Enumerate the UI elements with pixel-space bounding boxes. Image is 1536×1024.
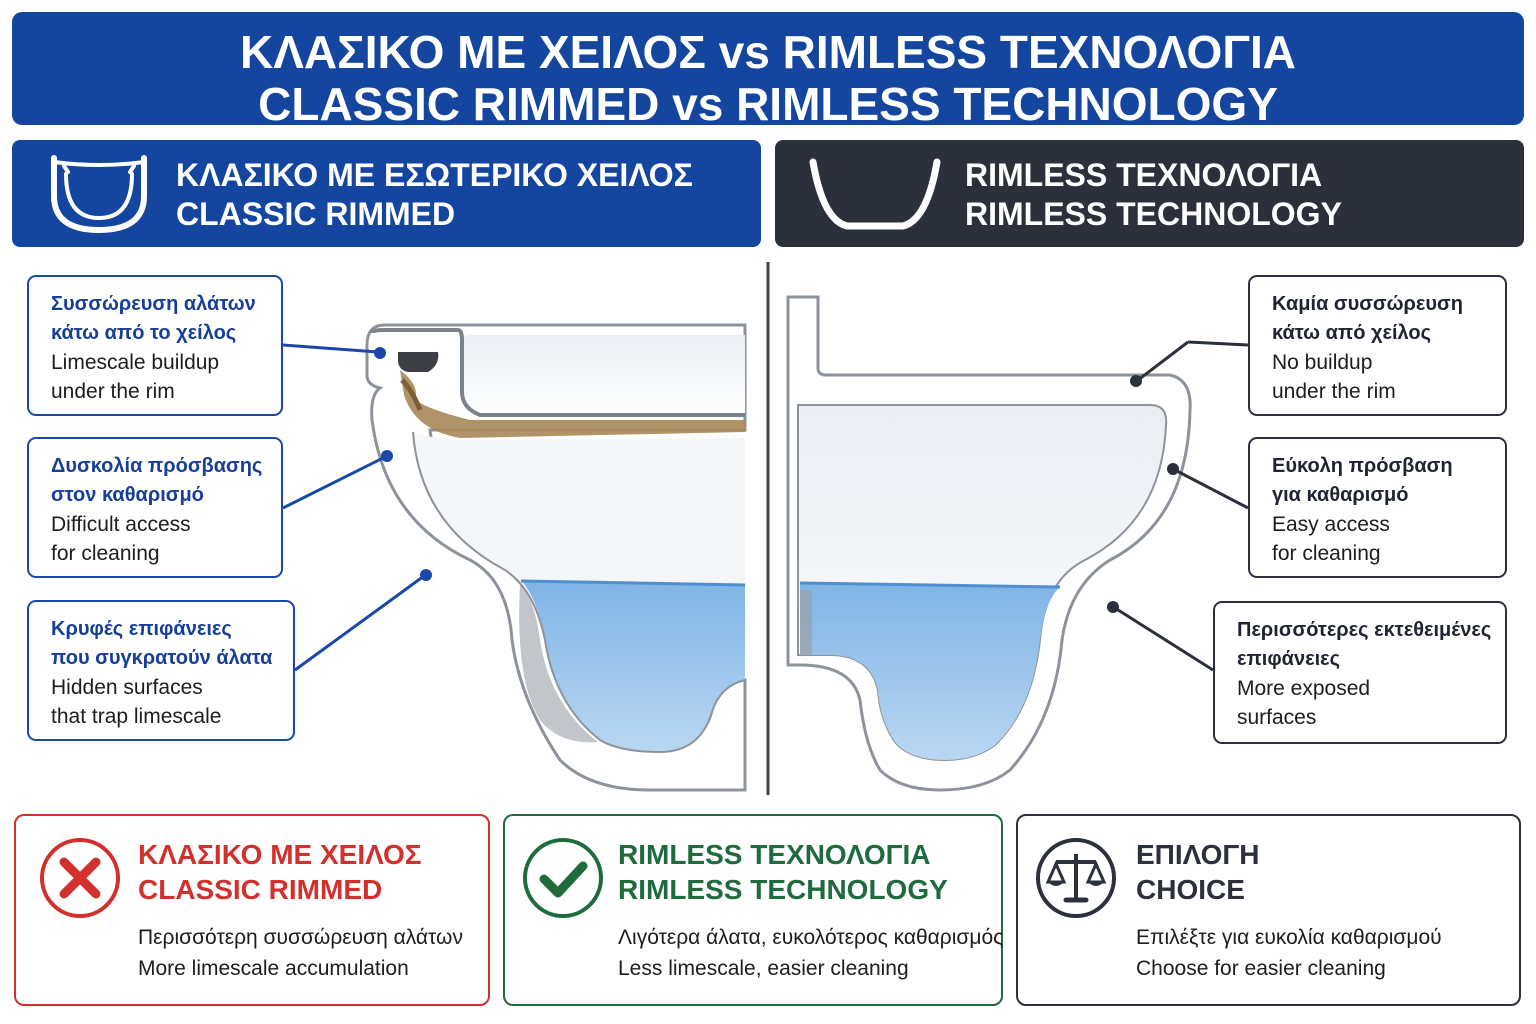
summary-rimless <box>503 814 1003 1006</box>
callout-greek-line: Συσσώρευση αλάτων <box>51 293 256 315</box>
classic-bowl-section <box>283 325 745 790</box>
summary-classic <box>14 814 490 1006</box>
callout-english-line: under the rim <box>1272 380 1396 403</box>
callout-english-line: that trap limescale <box>51 705 222 728</box>
callout-greek-line: που συγκρατούν άλατα <box>51 647 273 669</box>
callout-greek-line: Περισσότερες εκτεθειμένες <box>1237 619 1492 641</box>
callout-english-line: surfaces <box>1237 706 1317 729</box>
rimless-bowl-icon <box>805 150 945 240</box>
scales-icon <box>1034 836 1118 920</box>
callout-greek-line: Δυσκολία πρόσβασης <box>51 455 263 477</box>
callout-greek-line: Καμία συσσώρευση <box>1272 293 1463 315</box>
summary-desc-greek: Λιγότερα άλατα, ευκολότερος καθαρισμός <box>618 926 1004 949</box>
summary-desc-greek: Περισσότερη συσσώρευση αλάτων <box>138 926 463 949</box>
callout-english-line: More exposed <box>1237 677 1371 700</box>
classic-header-english: CLASSIC RIMMED <box>176 196 456 232</box>
summary-heading-english: CLASSIC RIMMED <box>138 874 383 905</box>
callout-english-line: Easy access <box>1272 513 1390 536</box>
callout-english-line: for cleaning <box>1272 542 1381 565</box>
callout-difficult-access <box>27 437 283 578</box>
title-english: CLASSIC RIMMED vs RIMLESS TECHNOLOGY <box>258 78 1278 130</box>
summary-choice <box>1016 814 1521 1006</box>
rimmed-bowl-icon <box>44 148 154 240</box>
check-icon <box>521 836 605 920</box>
rimless-header-greek: RIMLESS ΤΕΧΝΟΛΟΓΙΑ <box>965 157 1323 193</box>
callout-exposed-surfaces <box>1213 601 1507 744</box>
rimless-header <box>775 140 1524 247</box>
title-banner <box>12 12 1524 130</box>
summary-heading-english: CHOICE <box>1136 874 1245 905</box>
callout-english-line: under the rim <box>51 380 175 403</box>
callout-limescale-buildup <box>27 275 283 416</box>
callout-greek-line: επιφάνειες <box>1237 648 1341 670</box>
callout-english-line: for cleaning <box>51 542 160 565</box>
title-greek: ΚΛΑΣΙΚΟ ΜΕ ΧΕΙΛΟΣ vs RIMLESS ΤΕΧΝΟΛΟΓΙΑ <box>239 26 1296 78</box>
classic-header-greek: ΚΛΑΣΙΚΟ ΜΕ ΕΣΩΤΕΡΙΚΟ ΧΕΙΛΟΣ <box>176 157 693 193</box>
callout-no-buildup <box>1248 275 1507 416</box>
summary-desc-english: Less limescale, easier cleaning <box>618 957 909 980</box>
callout-greek-line: κάτω από το χείλος <box>51 322 237 344</box>
callout-greek-line: Κρυφές επιφάνειες <box>51 618 232 640</box>
classic-header <box>12 140 761 247</box>
summary-heading-greek: ΚΛΑΣΙΚΟ ΜΕ ΧΕΙΛΟΣ <box>138 839 422 870</box>
rimless-header-english: RIMLESS TECHNOLOGY <box>965 196 1342 232</box>
cross-icon <box>38 836 122 920</box>
callout-greek-line: κάτω από χείλος <box>1272 322 1432 344</box>
rimless-bowl-section <box>788 297 1248 790</box>
callout-english-line: No buildup <box>1272 351 1373 374</box>
callout-greek-line: Εύκολη πρόσβαση <box>1272 455 1453 477</box>
callout-greek-line: για καθαρισμό <box>1272 484 1409 506</box>
callout-english-line: Hidden surfaces <box>51 676 203 699</box>
callout-english-line: Limescale buildup <box>51 351 220 374</box>
callout-easy-access <box>1248 437 1507 578</box>
summary-heading-greek: ΕΠΙΛΟΓΗ <box>1136 839 1260 870</box>
summary-heading-english: RIMLESS TECHNOLOGY <box>618 874 948 905</box>
summary-heading-greek: RIMLESS ΤΕΧΝΟΛΟΓΙΑ <box>618 839 931 870</box>
summary-desc-greek: Επιλέξτε για ευκολία καθαρισμού <box>1136 926 1442 949</box>
summary-desc-english: More limescale accumulation <box>138 957 409 980</box>
callout-greek-line: στον καθαρισμό <box>51 484 204 506</box>
summary-desc-english: Choose for easier cleaning <box>1136 957 1386 980</box>
callout-english-line: Difficult access <box>51 513 191 536</box>
callout-hidden-surfaces <box>27 600 295 741</box>
